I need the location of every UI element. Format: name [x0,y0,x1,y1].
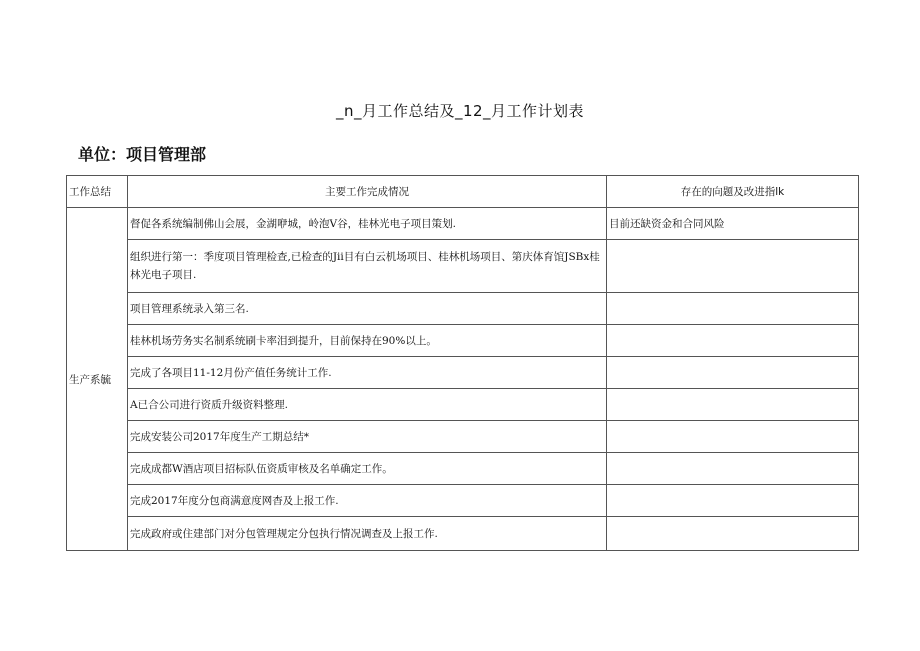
work-cell: 完成了各项目11-12月份产值任务统计工作. [128,357,607,389]
table-row [67,357,859,389]
issue-cell [607,517,859,551]
issue-cell [607,240,859,293]
table-row [67,421,859,453]
header-issues: 存在的向题及改进指lk [607,176,859,208]
table-row [67,240,859,293]
work-cell: 完成政府或住建部门对分包管理规定分包执行情况调查及上报工作. [128,517,607,551]
header-main-work: 主要工作完成情况 [128,176,607,208]
table-row [67,389,859,421]
work-cell: 组织进行第一：季度项目管理检查,已检查的Jii目有白云机场项目、桂林机场项目、第庆体育馆JSBx桂林光电子项目. [128,240,607,293]
work-cell: 完成安装公司2017年度生产工期总结* [128,421,607,453]
work-cell: A已合公司进行资质升级资料整理. [128,389,607,421]
table-row [67,208,859,240]
issue-cell [607,389,859,421]
work-cell: 项目管理系统录入第三名. [128,293,607,325]
work-cell: 督促各系统编制佛山会展，金湖咿城，岭泡V谷，桂林光电子项目策划. [128,208,607,240]
issue-cell [607,453,859,485]
table-row [67,517,859,551]
issue-cell [607,293,859,325]
issue-cell [607,485,859,517]
issue-cell: 目前还缺资金和合同风险 [607,208,859,240]
work-cell: 完成成都W酒店项目招标队伍资质审核及名单确定工作。 [128,453,607,485]
work-cell: 完成2017年度分包商满意度网杳及上报工作. [128,485,607,517]
issue-cell [607,357,859,389]
table-header-row [67,176,859,208]
header-work-summary: 工作总结 [67,176,128,208]
issue-cell [607,421,859,453]
page-title: _n_月工作总结及_12_月工作计划表 [335,102,585,120]
table-row [67,485,859,517]
category-cell: 生产系毓 [67,208,128,551]
work-cell: 桂林机场劳务实名制系统刷卡率泪到提升，目前保持在90%以上。 [128,325,607,357]
table-row [67,325,859,357]
table-row [67,293,859,325]
issue-cell [607,325,859,357]
work-plan-table [66,175,859,551]
unit-label: 单位：项目管理部 [78,145,207,164]
table-row [67,453,859,485]
